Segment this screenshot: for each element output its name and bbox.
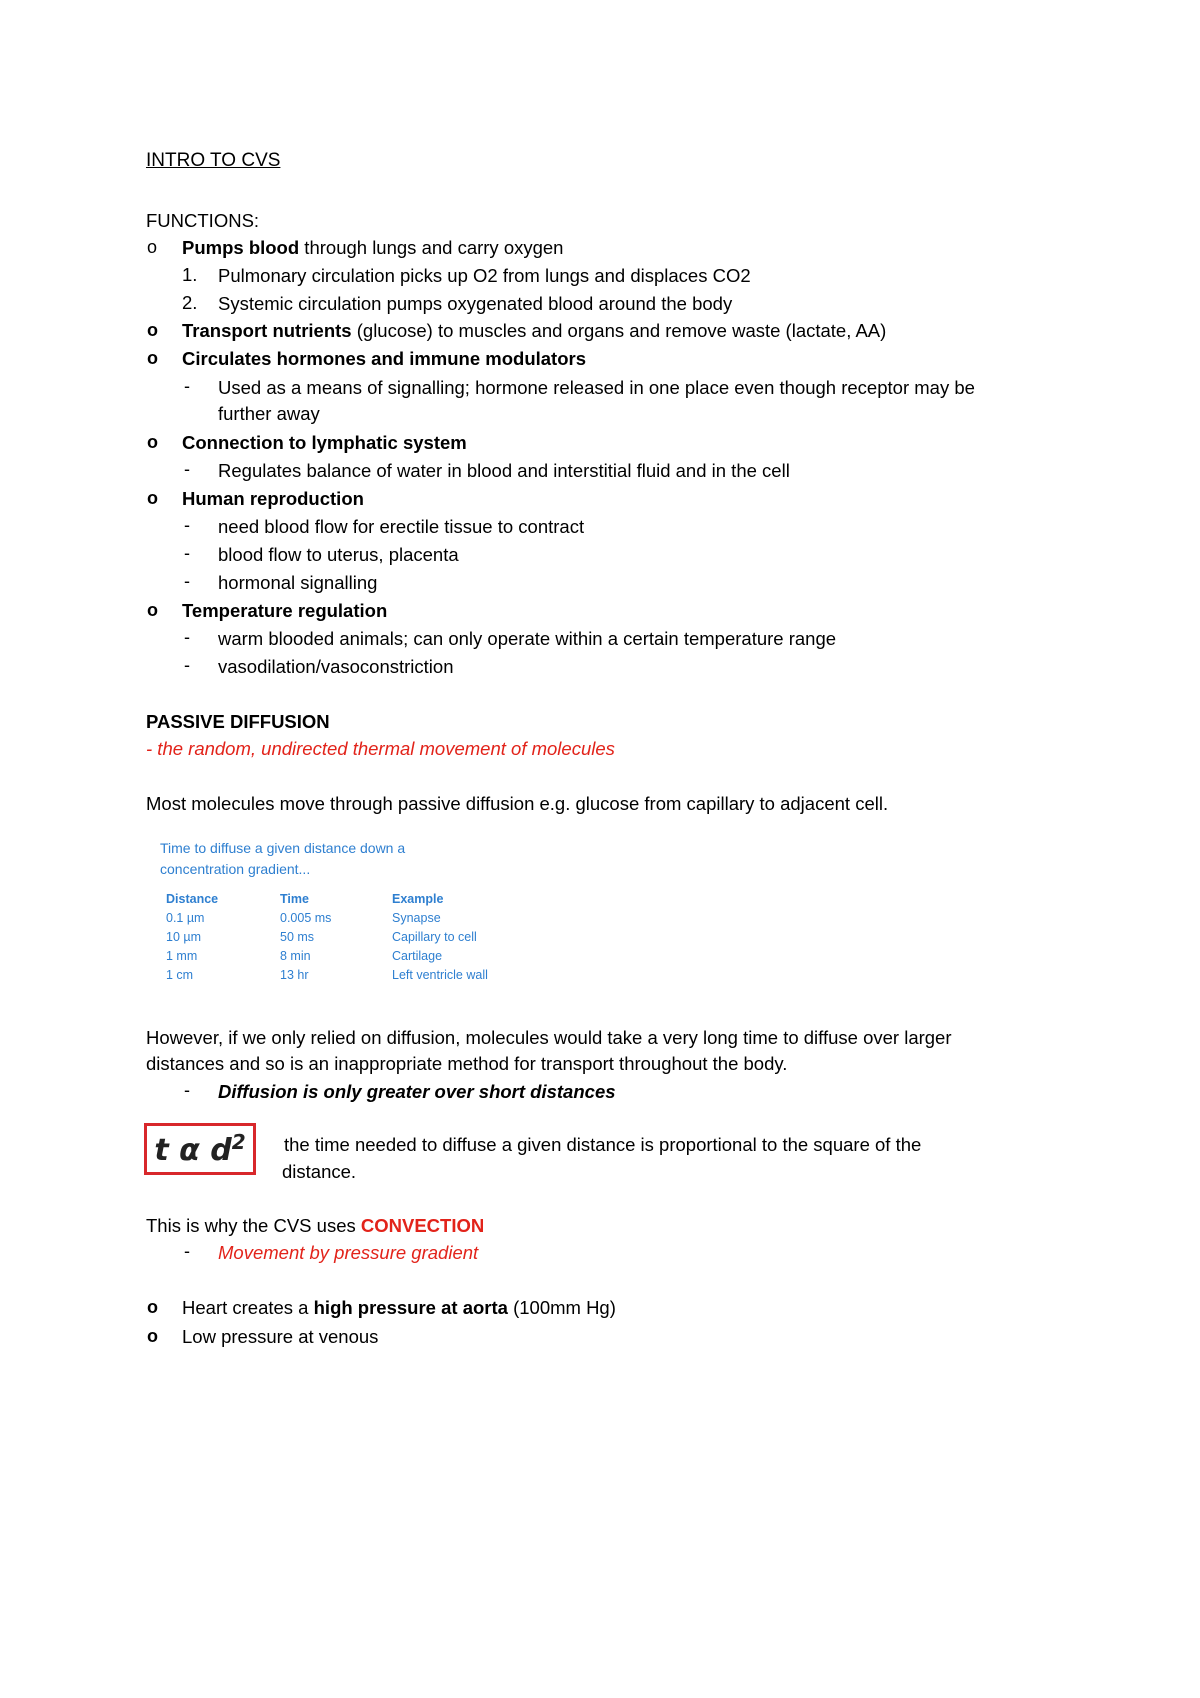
section-heading-passive-diffusion: PASSIVE DIFFUSION: [146, 711, 330, 732]
dash-marker: -: [184, 543, 190, 563]
function-item-temperature: Temperature regulation: [182, 600, 388, 621]
table-cell: Capillary to cell: [392, 930, 477, 944]
dash-marker: -: [184, 1080, 190, 1100]
convection-keyword: CONVECTION: [360, 1215, 485, 1236]
sub-item-short-distances: Diffusion is only greater over short distances: [218, 1081, 616, 1102]
item-text: through lungs and carry oxygen: [299, 237, 564, 258]
table-caption: Time to diffuse a given distance down a: [160, 840, 406, 856]
function-item-pumps-blood: [182, 236, 563, 260]
dash-marker: -: [184, 459, 190, 479]
sub-item-pressure-gradient: Movement by pressure gradient: [218, 1242, 479, 1263]
function-item-hormones: Circulates hormones and immune modulators: [182, 348, 586, 369]
functions-heading: FUNCTIONS:: [146, 210, 260, 231]
table-cell: Left ventricle wall: [392, 968, 488, 982]
formula-description-cont: distance.: [282, 1161, 357, 1182]
dash-marker: -: [184, 1241, 190, 1261]
table-cell: 1 mm: [166, 949, 198, 963]
sub-item-uterus: blood flow to uterus, placenta: [218, 544, 459, 565]
function-item-transport: [182, 319, 886, 343]
list-number: 1.: [182, 264, 198, 285]
bullet-low-pressure: Low pressure at venous: [182, 1326, 379, 1347]
table-header: Distance: [166, 892, 219, 906]
dash-marker: -: [184, 627, 190, 647]
paragraph-however-cont: distances and so is an inappropriate method for transport throughout the body.: [146, 1053, 788, 1074]
table-cell: Cartilage: [392, 949, 443, 963]
item-bold: Transport nutrients: [182, 320, 352, 341]
bullet-marker: o: [147, 348, 158, 368]
table-header: Example: [392, 892, 444, 906]
paragraph-passive-diffusion: Most molecules move through passive diffusion e.g. glucose from capillary to adjacent cell.: [146, 793, 889, 814]
table-caption: concentration gradient...: [160, 861, 311, 877]
sub-item-vasodilation: vasodilation/vasoconstriction: [218, 656, 454, 677]
paragraph-however: However, if we only relied on diffusion, molecules would take a very long time to diffuse over larger: [146, 1027, 952, 1048]
bullet-text: Heart creates a: [182, 1297, 314, 1318]
list-number: 2.: [182, 292, 198, 313]
table-cell: 0.1 µm: [166, 911, 205, 925]
formula: [154, 1130, 245, 1168]
bullet-text: (100mm Hg): [507, 1297, 616, 1318]
sub-item-warm-blooded: warm blooded animals; can only operate within a certain temperature range: [218, 628, 837, 649]
formula-box: [144, 1123, 256, 1175]
dash-marker: -: [184, 376, 190, 396]
formula-text: t α d: [154, 1133, 232, 1168]
sub-item-systemic: Systemic circulation pumps oxygenated blood around the body: [218, 293, 733, 314]
bullet-marker: o: [147, 600, 158, 620]
formula-exponent: 2: [231, 1130, 246, 1154]
sub-item-erectile: need blood flow for erectile tissue to contract: [218, 516, 585, 537]
paragraph-convection: [146, 1214, 484, 1238]
diffusion-time-table-figure: [158, 838, 508, 998]
table-cell: 0.005 ms: [280, 911, 332, 925]
formula-description: the time needed to diffuse a given distance is proportional to the square of the: [284, 1134, 922, 1155]
convection-lead: This is why the CVS uses: [146, 1215, 361, 1236]
bullet-heart-pressure: [182, 1296, 616, 1320]
table-header: Time: [280, 892, 309, 906]
page-title: INTRO TO CVS: [146, 150, 281, 171]
dash-marker: -: [184, 571, 190, 591]
sub-item-water-balance: Regulates balance of water in blood and interstitial fluid and in the cell: [218, 460, 790, 481]
table-cell: 50 ms: [280, 930, 315, 944]
sub-item-signalling: Used as a means of signalling; hormone released in one place even though receptor may be: [218, 377, 975, 398]
table-cell: 8 min: [280, 949, 311, 963]
table-cell: 10 µm: [166, 930, 201, 944]
table-cell: 13 hr: [280, 968, 309, 982]
function-item-lymphatic: Connection to lymphatic system: [182, 432, 467, 453]
bullet-marker: o: [147, 320, 158, 340]
sub-item-signalling-cont: further away: [218, 403, 320, 424]
table-cell: 1 cm: [166, 968, 194, 982]
definition-text: - the random, undirected thermal movement of molecules: [146, 738, 615, 759]
item-text: (glucose) to muscles and organs and remove waste (lactate, AA): [351, 320, 887, 341]
bullet-marker: o: [147, 237, 158, 257]
dash-marker: -: [184, 515, 190, 535]
sub-item-hormonal: hormonal signalling: [218, 572, 378, 593]
bullet-marker: o: [147, 432, 158, 452]
bullet-marker: o: [147, 1326, 158, 1346]
item-bold: Pumps blood: [182, 237, 300, 258]
dash-marker: -: [184, 655, 190, 675]
table-cell: Synapse: [392, 911, 441, 925]
function-item-reproduction: Human reproduction: [182, 488, 364, 509]
bullet-marker: o: [147, 1297, 158, 1317]
sub-item-pulmonary: Pulmonary circulation picks up O2 from lungs and displaces CO2: [218, 265, 751, 286]
bullet-bold: high pressure at aorta: [313, 1297, 508, 1318]
bullet-marker: o: [147, 488, 158, 508]
